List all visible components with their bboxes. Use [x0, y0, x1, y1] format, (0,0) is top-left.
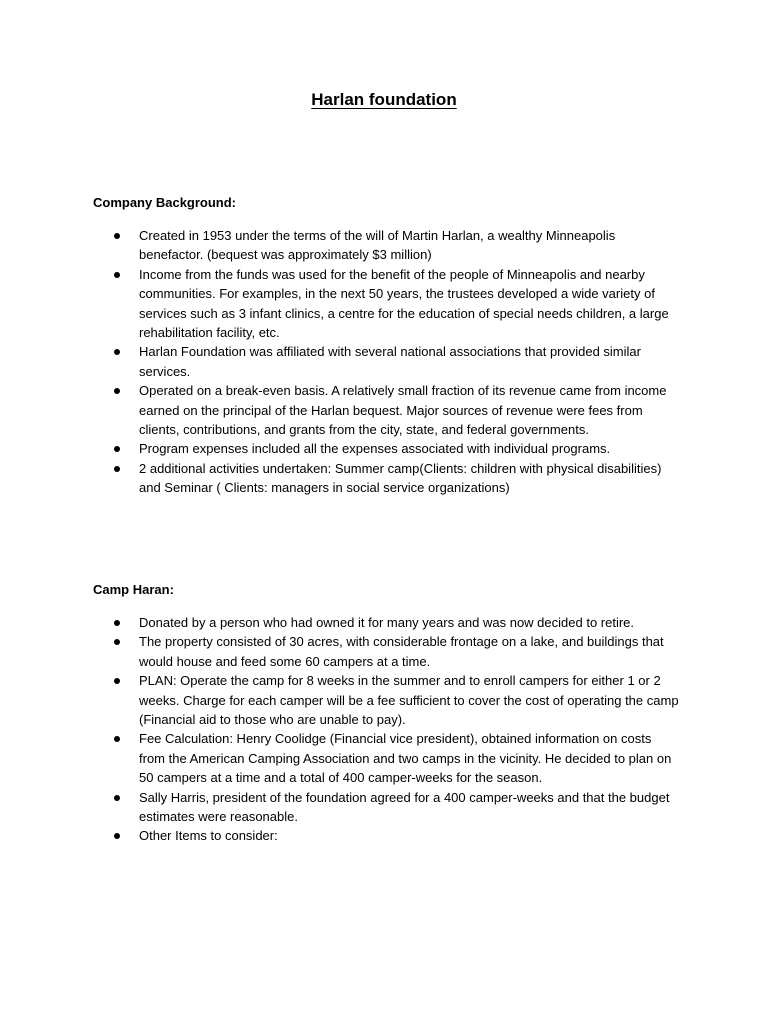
bullet-icon [114, 736, 120, 742]
list-item [93, 788, 679, 827]
bullet-icon [114, 833, 120, 839]
bullet-icon [114, 620, 120, 626]
list-item-text: Created in 1953 under the terms of the will of Martin Harlan, a wealthy Minneapolis benefactor. (bequest was approximately $3 million) [139, 228, 616, 263]
list-item [93, 381, 679, 439]
list-item-text: Donated by a person who had owned it for many years and was now decided to retire. [139, 615, 635, 630]
list-item-text: Sally Harris, president of the foundation agreed for a 400 camper-weeks and that the budget estimates were reasonable. [139, 789, 670, 825]
section-camp-haran [93, 581, 693, 846]
bullet-icon [114, 466, 120, 472]
list-item-text: Fee Calculation: Henry Coolidge (Financial vice president), obtained information on costs from the American Camping Association and two camps in the vicinity. He decided to plan on 50 campers at a time and a total of 400 camper-weeks for the season. [139, 731, 672, 786]
bullet-list [93, 226, 693, 498]
list-item [93, 439, 679, 458]
bullet-icon [114, 233, 120, 239]
bullet-icon [114, 388, 120, 394]
list-item [93, 729, 679, 787]
bullet-list [93, 613, 693, 846]
bullet-icon [114, 795, 120, 801]
bullet-icon [114, 639, 120, 645]
document-title: Harlan foundation [311, 90, 457, 109]
list-item-text: Operated on a break-even basis. A relatively small fraction of its revenue came from income earned on the principal of the Harlan bequest. Major sources of revenue were fees from clients, contributions, and grants from the city, state, and federal governments. [139, 383, 667, 438]
list-item-text: Income from the funds was used for the benefit of the people of Minneapolis and nearby communities. For examples, in the next 50 years, the trustees developed a wide variety of services such as 3 infant clinics, a centre for the education of special needs children, a large rehabilitation facility, etc. [139, 266, 669, 341]
list-item-text: The property consisted of 30 acres, with considerable frontage on a lake, and buildings that would house and feed some 60 campers at a time. [139, 634, 664, 669]
list-item-text: 2 additional activities undertaken: Summer camp(Clients: children with physical disabilities) and Seminar ( Clients: managers in social service organizations) [139, 460, 662, 496]
list-item-text: Program expenses included all the expenses associated with individual programs. [139, 441, 611, 457]
list-item [93, 632, 679, 671]
bullet-icon [114, 272, 120, 278]
bullet-icon [114, 349, 120, 355]
list-item [93, 826, 679, 845]
list-item-text: PLAN: Operate the camp for 8 weeks in the summer and to enroll campers for either 1 or 2 weeks. Charge for each camper will be a fee sufficient to cover the cost of operating the camp (Financial aid to those who are unable to pay). [139, 673, 679, 728]
bullet-icon [114, 678, 120, 684]
list-item [93, 342, 679, 381]
section-heading: Company Background: [93, 195, 237, 210]
list-item [93, 265, 679, 343]
bullet-icon [114, 446, 120, 452]
list-item-text: Other Items to consider: [139, 828, 278, 844]
section-company-background [93, 194, 693, 498]
list-item [93, 613, 679, 632]
section-heading: Camp Haran: [93, 582, 174, 597]
list-item [93, 671, 679, 729]
list-item-text: Harlan Foundation was affiliated with several national associations that provided similar services. [139, 344, 641, 379]
list-item [93, 226, 679, 265]
list-item [93, 459, 679, 498]
